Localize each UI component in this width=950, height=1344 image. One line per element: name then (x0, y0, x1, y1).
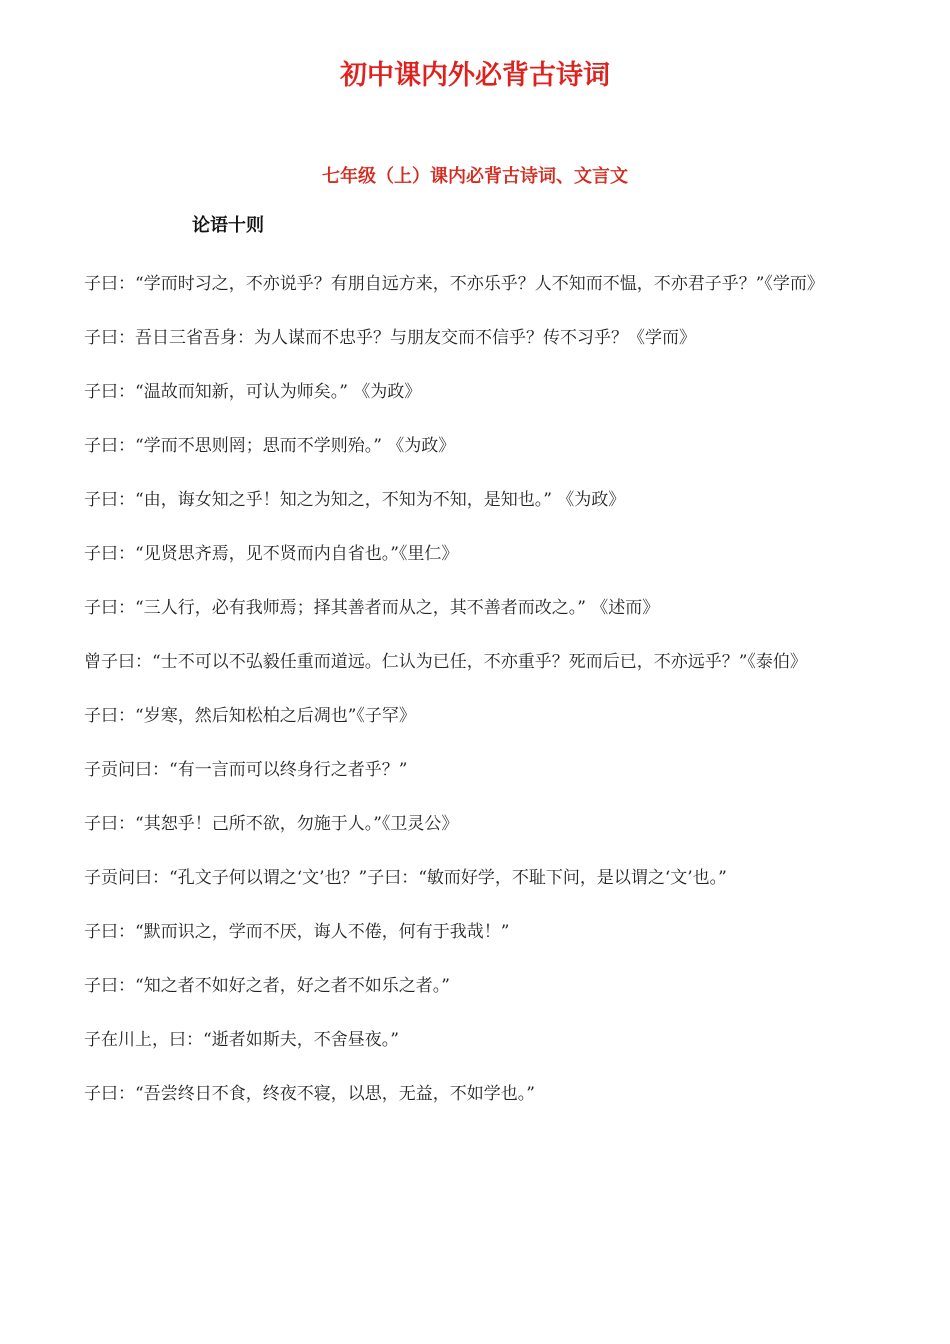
paragraph: 子贡问曰：“孔文子何以谓之‘文’也？”子曰：“敏而好学，不耻下问，是以谓之‘文’也。” (84, 868, 727, 888)
paragraph: 子曰：“三人行，必有我师焉；择其善者而从之，其不善者而改之。” 《述而》 (84, 598, 660, 618)
paragraph: 子曰：“由，诲女知之乎！知之为知之，不知为不知，是知也。” 《为政》 (84, 490, 626, 510)
paragraph: 子曰：“知之者不如好之者，好之者不如乐之者。” (84, 976, 450, 996)
paragraph: 子曰：“吾尝终日不食，终夜不寝，以思，无益，不如学也。” (84, 1084, 535, 1104)
paragraph: 曾子曰：“士不可以不弘毅任重而道远。仁认为已任，不亦重乎？死而后已，不亦远乎？”《泰伯》 (84, 652, 807, 672)
paragraph: 子曰：“学而不思则罔；思而不学则殆。” 《为政》 (84, 436, 456, 456)
section-title: 七年级（上）课内必背古诗词、文言文 (322, 166, 628, 187)
paragraph: 子曰：“温故而知新，可认为师矣。” 《为政》 (84, 382, 422, 402)
paragraph: 子在川上，曰：“逝者如斯夫，不舍昼夜。” (84, 1030, 399, 1050)
document-title: 初中课内外必背古诗词 (340, 60, 610, 91)
paragraph: 子曰：吾日三省吾身：为人谋而不忠乎？与朋友交而不信乎？传不习乎？《学而》 (84, 328, 696, 348)
paragraph: 子曰：“其恕乎！己所不欲，勿施于人。”《卫灵公》 (84, 814, 459, 834)
document-body (48, 257, 898, 1121)
paragraph: 子曰：“默而识之，学而不厌，诲人不倦，何有于我哉！” (84, 922, 510, 942)
paragraph: 子曰：“学而时习之，不亦说乎？有朋自远方来，不亦乐乎？人不知而不愠，不亦君子乎？”《学而》 (84, 274, 824, 294)
paragraph: 子曰：“见贤思齐焉，见不贤而内自省也。”《里仁》 (84, 544, 459, 564)
subsection-title: 论语十则 (192, 215, 264, 236)
paragraph: 子贡问曰：“有一言而可以终身行之者乎？” (84, 760, 408, 780)
paragraph: 子曰：“岁寒，然后知松柏之后凋也”《子罕》 (84, 706, 416, 726)
